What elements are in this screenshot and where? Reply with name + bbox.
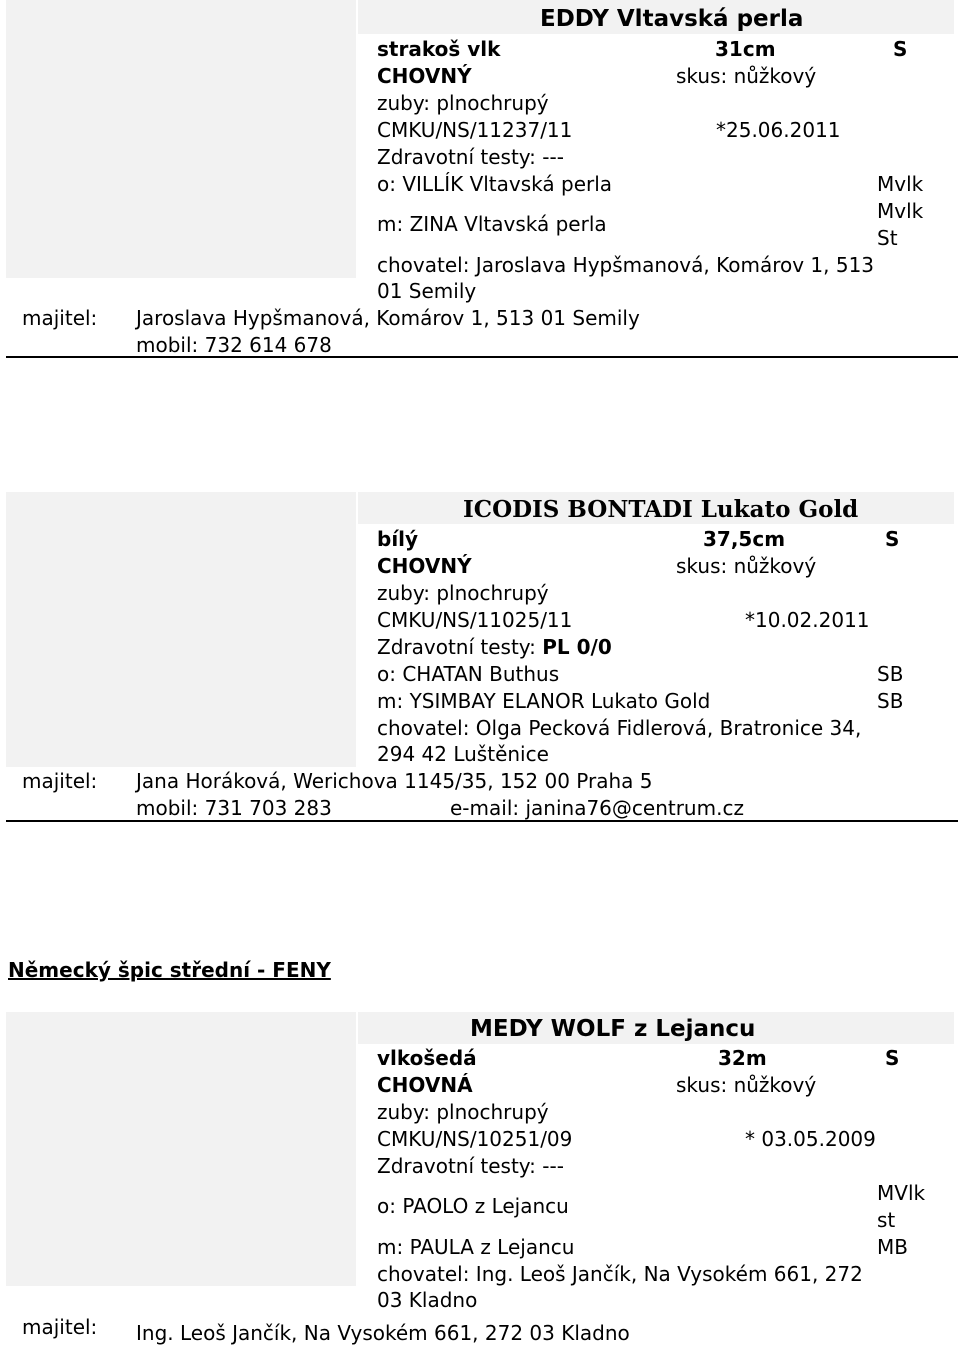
size-class: S — [893, 37, 908, 61]
coat-color: bílý — [377, 527, 419, 551]
mother-mark: MB — [877, 1235, 908, 1259]
bite: skus: nůžkový — [676, 64, 817, 88]
breeding-status: CHOVNÝ — [377, 554, 472, 578]
height: 32m — [718, 1046, 767, 1070]
health-tests — [377, 634, 612, 660]
owner-label: majitel: — [22, 1315, 98, 1339]
mobile: mobil: 732 614 678 — [136, 333, 332, 357]
section-heading: Německý špic střední - FENY — [8, 958, 331, 982]
mother-mark-2: St — [877, 226, 898, 250]
father-mark: MVlk — [877, 1181, 926, 1205]
owner: Ing. Leoš Jančík, Na Vysokém 661, 272 03 Kladno — [136, 1321, 630, 1345]
breeder: chovatel: Ing. Leoš Jančík, Na Vysokém 661, 272 — [377, 1262, 863, 1286]
teeth: zuby: plnochrupý — [377, 91, 549, 115]
breeding-status: CHOVNÝ — [377, 64, 472, 88]
birth-date: *10.02.2011 — [745, 608, 870, 632]
health-label: Zdravotní testy: — [377, 145, 536, 169]
owner: Jana Horáková, Werichova 1145/35, 152 00 Praha 5 — [136, 769, 653, 793]
mother: m: YSIMBAY ELANOR Lukato Gold — [377, 689, 711, 713]
health-label: Zdravotní testy: — [377, 635, 536, 659]
breeder: chovatel: Jaroslava Hypšmanová, Komárov 1, 513 — [377, 253, 875, 277]
father-mark: Mvlk — [877, 172, 924, 196]
father: o: PAOLO z Lejancu — [377, 1194, 569, 1218]
registration-number: CMKU/NS/11237/11 — [377, 118, 573, 142]
mother-mark: SB — [877, 689, 904, 713]
health-tests — [377, 144, 564, 170]
mother: m: ZINA Vltavská perla — [377, 212, 607, 236]
owner-label: majitel: — [22, 769, 98, 793]
photo-placeholder — [6, 1012, 356, 1286]
health-value: --- — [542, 1154, 564, 1178]
health-value: PL 0/0 — [542, 635, 612, 659]
mobile: mobil: 731 703 283 — [136, 796, 332, 820]
coat-color: strakoš vlk — [377, 37, 501, 61]
breeder: chovatel: Olga Pecková Fidlerová, Bratronice 34, — [377, 716, 862, 740]
mother-mark: Mvlk — [877, 199, 924, 223]
breeder-cont: 294 42 Luštěnice — [377, 742, 549, 766]
email: e-mail: janina76@centrum.cz — [450, 796, 744, 820]
photo-placeholder — [6, 0, 356, 278]
size-class: S — [885, 527, 900, 551]
owner: Jaroslava Hypšmanová, Komárov 1, 513 01 Semily — [136, 306, 640, 330]
photo-placeholder — [6, 492, 356, 767]
teeth: zuby: plnochrupý — [377, 581, 549, 605]
coat-color: vlkošedá — [377, 1046, 477, 1070]
birth-date: *25.06.2011 — [716, 118, 841, 142]
size-class: S — [885, 1046, 900, 1070]
registration-number: CMKU/NS/10251/09 — [377, 1127, 573, 1151]
health-tests — [377, 1153, 564, 1179]
divider — [6, 820, 958, 822]
father: o: CHATAN Buthus — [377, 662, 560, 686]
breeder-cont: 03 Kladno — [377, 1288, 478, 1312]
dog-name: MEDY WOLF z Lejancu — [470, 1016, 756, 1042]
mother: m: PAULA z Lejancu — [377, 1235, 575, 1259]
breeding-status: CHOVNÁ — [377, 1073, 473, 1097]
father-mark: SB — [877, 662, 904, 686]
health-label: Zdravotní testy: — [377, 1154, 536, 1178]
bite: skus: nůžkový — [676, 1073, 817, 1097]
teeth: zuby: plnochrupý — [377, 1100, 549, 1124]
registration-number: CMKU/NS/11025/11 — [377, 608, 573, 632]
health-value: --- — [542, 145, 564, 169]
birth-date: * 03.05.2009 — [745, 1127, 876, 1151]
height: 31cm — [715, 37, 776, 61]
dog-name: ICODIS BONTADI Lukato Gold — [463, 496, 859, 523]
father-mark-2: st — [877, 1208, 896, 1232]
bite: skus: nůžkový — [676, 554, 817, 578]
owner-label: majitel: — [22, 306, 98, 330]
father: o: VILLÍK Vltavská perla — [377, 172, 613, 196]
breeder-cont: 01 Semily — [377, 279, 477, 303]
height: 37,5cm — [703, 527, 786, 551]
dog-name: EDDY Vltavská perla — [540, 6, 804, 32]
divider — [6, 356, 958, 358]
